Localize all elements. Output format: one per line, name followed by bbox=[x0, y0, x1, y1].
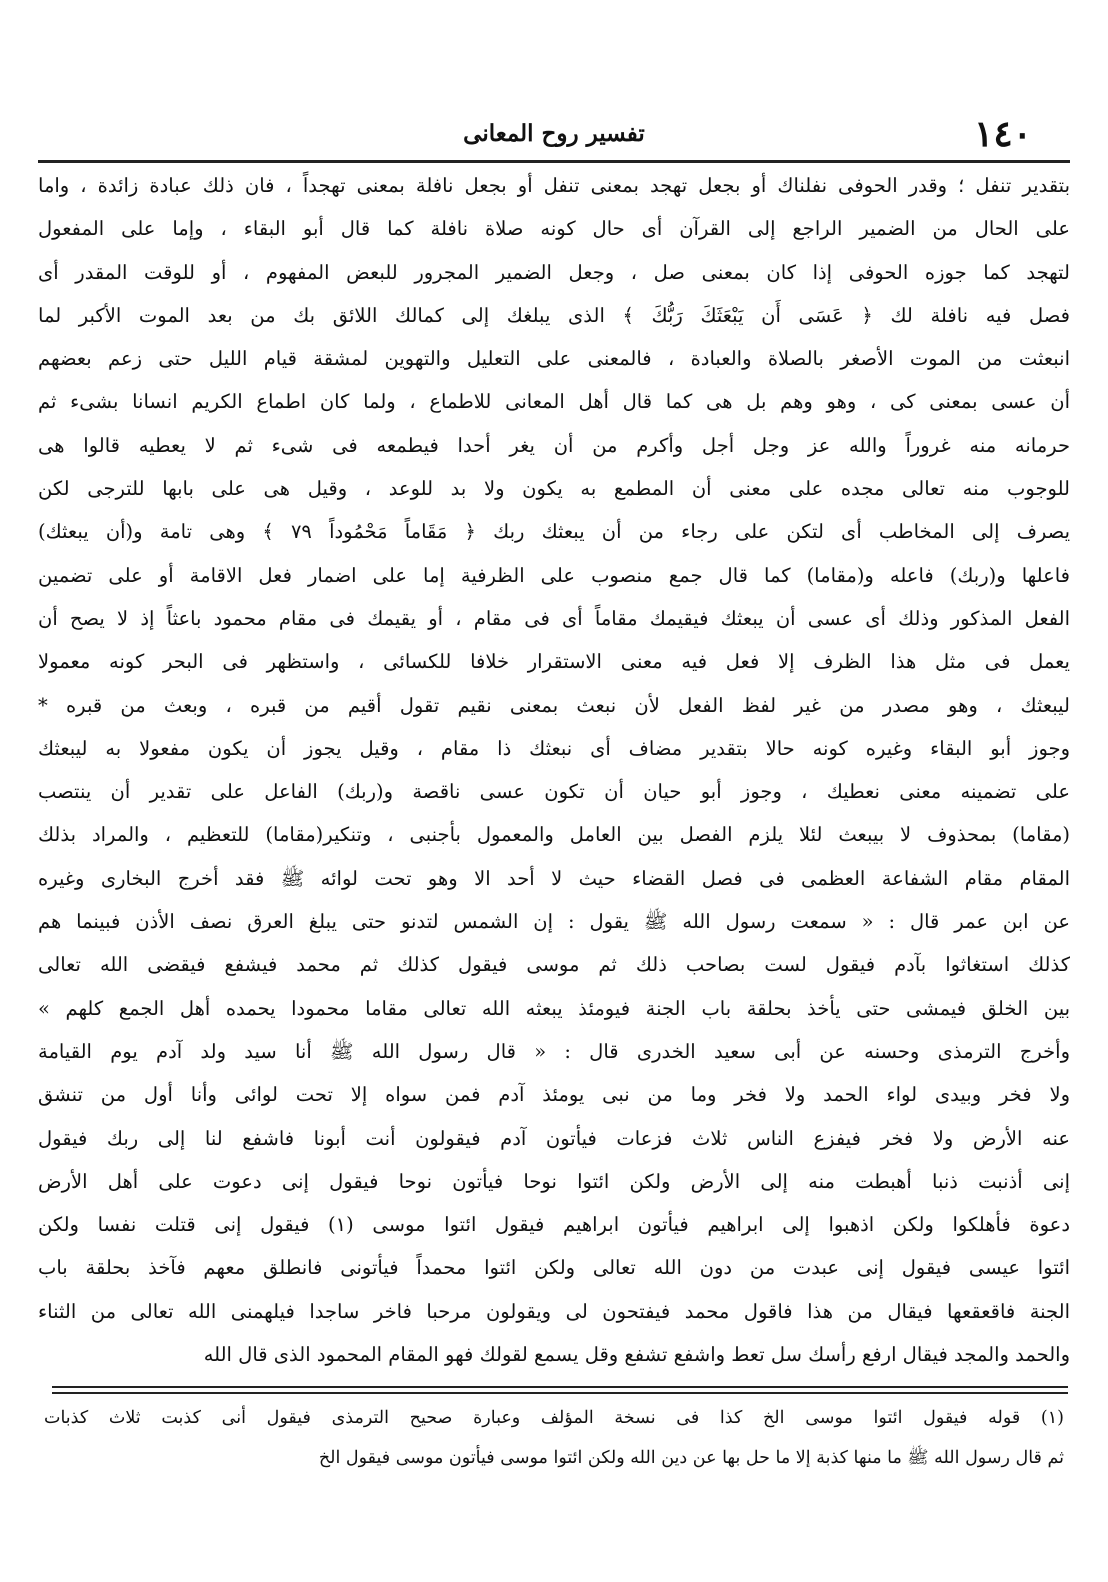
text-line: ليبعثك ، وهو مصدر من غير لفظ الفعل لأن نبعث بمعنى نقيم تقول أقيم من قبره ، وبعث من قبره * bbox=[38, 693, 1070, 717]
text-line: المقام مقام الشفاعة العظمى فى فصل القضاء حيث لا أحد الا وهو تحت لوائه ﷺ فقد أخرج البخارى وغيره bbox=[38, 866, 1070, 890]
text-line: انبعثت من الموت الأصغر بالصلاة والعبادة ، فالمعنى على التعليل والتهوين لمشقة قيام الليل حتى زعم بعضهم bbox=[38, 347, 1070, 371]
text-line: وجوز أبو البقاء وغيره كونه حالا بتقدير مضاف أى نبعثك ذا مقام ، وقيل يجوز أن يكون مفعولا به ليبعثك bbox=[38, 736, 1070, 760]
text-line: فاعلها و(ربك) فاعله و(مقاما) كما قال جمع منصوب على الظرفية إما على اضمار فعل الاقامة أو على تضمين bbox=[38, 563, 1070, 587]
footnote-line: (١) قوله فيقول ائتوا موسى الخ كذا فى نسخة المؤلف وعبارة صحيح الترمذى فيقول أنى كذبت ثلاث كذبات bbox=[44, 1408, 1064, 1428]
text-line: أن عسى بمعنى كى ، وهو وهم بل هى كما قال أهل المعانى للاطماع ، ولما كان اطماع الكريم انسانا بشىء ثم bbox=[38, 390, 1070, 414]
text-line: عنه الأرض ولا فخر فيفزع الناس ثلاث فزعات فيأتون آدم فيقولون أنت أبونا فاشفع لنا إلى ربك فيقول bbox=[38, 1126, 1070, 1150]
page-number: ١٤٠ bbox=[973, 113, 1032, 155]
text-line: الجنة فاقعقعها فيقال من هذا فاقول محمد فيفتحون لى ويقولون مرحبا فاخر ساجدا فيلهمنى الله تعالى من الثناء bbox=[38, 1299, 1070, 1323]
text-line: بين الخلق فيمشى حتى يأخذ بحلقة باب الجنة فيومئذ يبعثه الله تعالى مقاما محمودا يحمده أهل الجمع كلهم » bbox=[38, 996, 1070, 1020]
text-line: بتقدير تنفل ؛ وقدر الحوفى نفلناك أو بجعل تهجد بمعنى تنفل أو بجعل نافلة بمعنى تهجداً ، فان ذلك عبادة زائدة ، واما bbox=[38, 174, 1070, 197]
text-line: دعوة فأهلكوا ولكن اذهبوا إلى ابراهيم فيأتون ابراهيم فيقول ائتوا موسى (١) فيقول إنى قتلت نفسا ولكن bbox=[38, 1213, 1070, 1237]
text-line: لتهجد كما جوزه الحوفى إذا كان بمعنى صل ، وجعل الضمير المجرور للبعض المفهوم ، أو للوقت المقدر أى bbox=[38, 260, 1070, 284]
footnote bbox=[44, 1398, 1064, 1478]
text-line: عن ابن عمر قال : « سمعت رسول الله ﷺ يقول : إن الشمس لتدنو حتى يبلغ العرق نصف الأذن فبينما هم bbox=[38, 910, 1070, 934]
text-line: والحمد والمجد فيقال ارفع رأسك سل تعط واشفع تشفع وقل يسمع لقولك فهو المقام المحمود الذى قال الله bbox=[203, 1343, 1070, 1367]
text-line: على تضمينه معنى نعطيك ، وجوز أبو حيان أن تكون عسى ناقصة و(ربك) الفاعل على تقدير أن ينتصب bbox=[38, 780, 1070, 804]
text-line: كذلك استغاثوا بآدم فيقول لست بصاحب ذلك ثم موسى فيقول كذلك ثم محمد فيشفع فيقضى الله تعالى bbox=[38, 953, 1070, 977]
footnote-rule bbox=[52, 1386, 1068, 1394]
text-line: حرمانه منه غروراً والله عز وجل أجل وأكرم من أن يغر أحدا فيطمعه فى شىء ثم لا يعطيه قالوا هى bbox=[38, 433, 1070, 457]
text-line: يصرف إلى المخاطب أى لتكن على رجاء من أن يبعثك ربك ﴿ مَقَاماً مَحْمُوداً ٧٩ ﴾ وهى تامة و(أن يبعثك) bbox=[38, 520, 1070, 544]
header-rule bbox=[38, 160, 1070, 163]
text-line: وأخرج الترمذى وحسنه عن أبى سعيد الخدرى قال : « قال رسول الله ﷺ أنا سيد ولد آدم يوم القيامة bbox=[38, 1039, 1070, 1063]
text-line: يعمل فى مثل هذا الظرف إلا فعل فيه معنى الاستقرار خلافا للكسائى ، واستظهر فى البحر كونه معمولا bbox=[38, 650, 1070, 674]
text-line: على الحال من الضمير الراجع إلى القرآن أى حال كونه صلاة نافلة كما قال أبو البقاء ، وإما على المفعول bbox=[38, 217, 1070, 241]
page-header bbox=[38, 112, 1070, 156]
running-title: تفسير روح المعانى bbox=[463, 120, 645, 147]
text-line: ولا فخر وبيدى لواء الحمد ولا فخر وما من نبى يومئذ آدم فمن سواه إلا تحت لوائى وأنا أول من تنشق bbox=[38, 1083, 1070, 1107]
body-text bbox=[38, 164, 1070, 1376]
text-line: الفعل المذكور وذلك أى عسى أن يبعثك فيقيمك مقاماً أى فى مقام ، أو يقيمك فى مقام محمود باعثاً إذ لا يصح أن bbox=[38, 606, 1070, 630]
text-line: ائتوا عيسى فيقول إنى عبدت من دون الله تعالى ولكن ائتوا محمداً فيأتونى فانطلق معهم فآخذ بحلقة باب bbox=[38, 1256, 1070, 1280]
text-line: إنى أذنبت ذنبا أهبطت منه إلى الأرض ولكن ائتوا نوحا فيأتون نوحا فيقول إنى دعوت على أهل الأرض bbox=[38, 1169, 1070, 1193]
text-line: للوجوب منه تعالى مجده على معنى أن المطمع به يكون ولا بد للوعد ، وقيل هى على بابها للترجى لكن bbox=[38, 477, 1070, 501]
text-line: فصل فيه نافلة لك ﴿ عَسَى أَن يَبْعَثَكَ رَبُّكَ ﴾ الذى يبلغك إلى كمالك اللائق بك من بعد الموت الأكبر لما bbox=[38, 303, 1070, 327]
text-line: (مقاما) بمحذوف لا بيبعث لئلا يلزم الفصل بين العامل والمعمول بأجنبى ، وتنكير(مقاما) للتعظيم ، والمراد بذلك bbox=[38, 823, 1070, 847]
footnote-line: ثم قال رسول الله ﷺ ما منها كذبة إلا ما حل بها عن دين الله ولكن ائتوا موسى فيأتون موسى فيقول الخ bbox=[318, 1448, 1064, 1468]
